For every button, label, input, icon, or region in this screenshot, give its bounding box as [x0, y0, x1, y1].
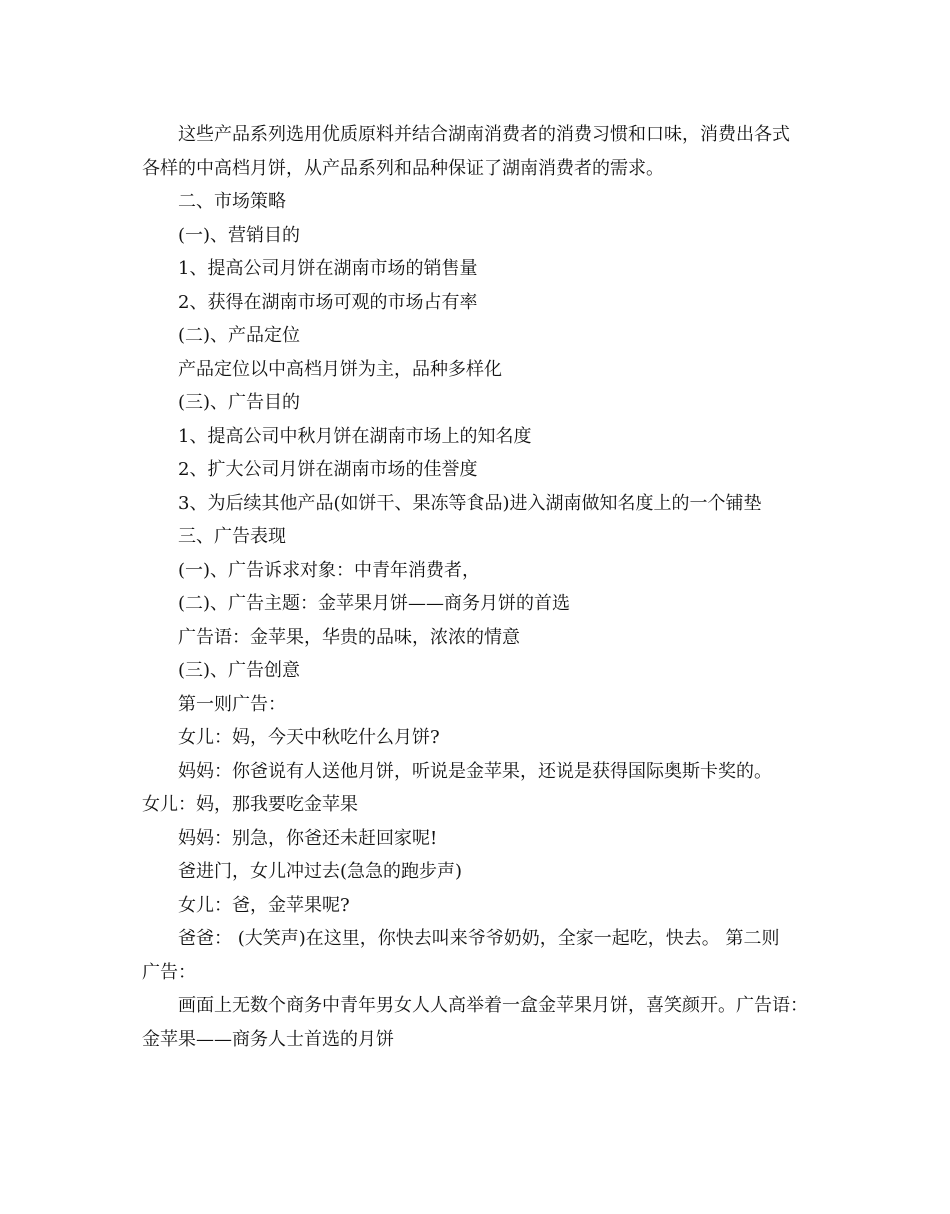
subsection-heading: (一)、广告诉求对象：中青年消费者， [178, 559, 481, 581]
subsection-heading: (三)、广告创意 [178, 660, 301, 681]
dialogue-line: 爸爸： (大笑声)在这里，你快去叫来爷爷奶奶，全家一起吃，快去。 第二则 [178, 928, 780, 949]
text-line: 这些产品系列选用优质原料并结合湖南消费者的消费习惯和口味，消费出各式 [178, 124, 790, 145]
dialogue-line: 女儿：妈，今天中秋吃什么月饼? [178, 727, 440, 748]
dialogue-line: 女儿：妈，那我要吃金苹果 [142, 794, 358, 815]
text-line: 各样的中高档月饼，从产品系列和品种保证了湖南消费者的需求。 [142, 157, 664, 179]
document-body [142, 118, 812, 1056]
text-line: 第一则广告： [178, 693, 286, 715]
text-line: 广告语：金苹果，华贵的品味，浓浓的情意 [178, 626, 520, 648]
dialogue-line: 爸进门，女儿冲过去(急急的跑步声) [178, 861, 463, 882]
subsection-heading: (一)、营销目的 [178, 224, 301, 246]
list-item: 1、提高公司月饼在湖南市场的销售量 [178, 258, 478, 279]
dialogue-line: 妈妈：别急，你爸还未赶回家呢! [178, 827, 438, 849]
section-heading: 三、广告表现 [178, 526, 286, 547]
dialogue-line: 女儿：爸，金苹果呢? [178, 894, 350, 916]
text-line: 广告： [142, 961, 196, 983]
list-item: 1、提高公司中秋月饼在湖南市场上的知名度 [178, 425, 532, 447]
text-line: 产品定位以中高档月饼为主，品种多样化 [178, 358, 502, 380]
subsection-heading: (二)、产品定位 [178, 325, 301, 346]
list-item: 2、扩大公司月饼在湖南市场的佳誉度 [178, 459, 478, 480]
subsection-heading: (二)、广告主题：金苹果月饼——商务月饼的首选 [178, 593, 571, 614]
text-line: 画面上无数个商务中青年男女人人高举着一盒金苹果月饼，喜笑颜开。广告语： [178, 995, 808, 1016]
dialogue-line: 妈妈：你爸说有人送他月饼，听说是金苹果，还说是获得国际奥斯卡奖的。 [178, 760, 772, 782]
list-item: 3、为后续其他产品(如饼干、果冻等食品)进入湖南做知名度上的一个铺垫 [178, 492, 762, 514]
text-line: 金苹果——商务人士首选的月饼 [142, 1028, 394, 1050]
subsection-heading: (三)、广告目的 [178, 392, 301, 413]
section-heading: 二、市场策略 [178, 191, 286, 212]
list-item: 2、获得在湖南市场可观的市场占有率 [178, 291, 478, 313]
